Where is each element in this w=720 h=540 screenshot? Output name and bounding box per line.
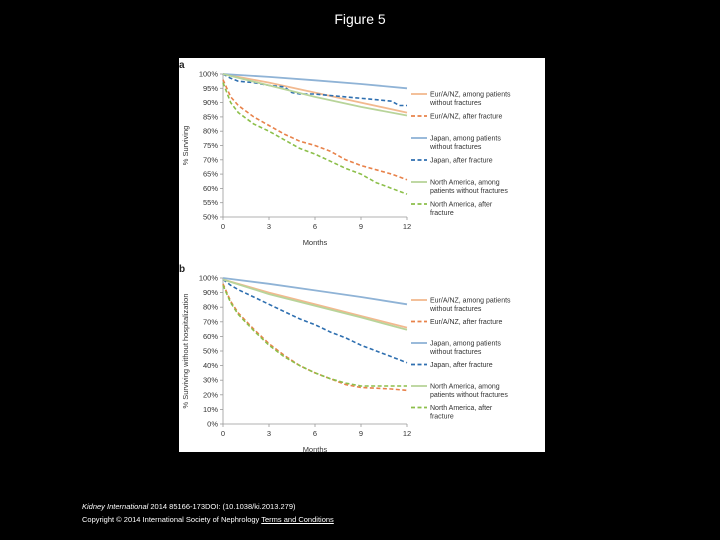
panel-label: b bbox=[179, 264, 186, 275]
y-tick-label: 90% bbox=[202, 98, 218, 108]
y-tick-label: 80% bbox=[202, 126, 218, 136]
citation-line-2 bbox=[82, 513, 334, 526]
legend-item-label: Eur/A/NZ, after fracture bbox=[430, 113, 503, 121]
series-line bbox=[223, 83, 407, 195]
y-tick-label: 65% bbox=[202, 169, 218, 179]
legend-item-label: Japan, among patients without fractures bbox=[430, 135, 501, 151]
legend-item-label: Japan, after fracture bbox=[430, 157, 493, 165]
y-tick-label: 20% bbox=[202, 390, 218, 400]
x-tick-label: 3 bbox=[266, 222, 272, 231]
series-line bbox=[223, 80, 407, 180]
citation-details: 2014 85166-173DOI: (10.1038/ki.2013.279) bbox=[148, 502, 296, 511]
legend-item-label: Japan, after fracture bbox=[430, 362, 493, 369]
legend-item-label: North America, among patients without fractures bbox=[430, 179, 508, 195]
x-axis-title: Months bbox=[302, 238, 328, 247]
citation-line-1 bbox=[82, 500, 334, 513]
y-axis-title: % Surviving without hospitalization bbox=[181, 293, 190, 409]
y-tick-label: 10% bbox=[202, 404, 218, 414]
series-line bbox=[223, 278, 407, 304]
citation-copyright: Copyright © 2014 International Society of Nephrology bbox=[82, 515, 262, 524]
y-tick-label: 60% bbox=[202, 183, 218, 193]
y-tick-label: 60% bbox=[202, 331, 218, 341]
x-tick-label: 6 bbox=[312, 222, 318, 231]
panel-label: a bbox=[179, 60, 185, 71]
figure-svg bbox=[179, 58, 545, 452]
y-tick-label: 95% bbox=[202, 83, 218, 93]
legend-item-label: Japan, among patients without fractures bbox=[430, 340, 501, 356]
legend-item-label: North America, after fracture bbox=[430, 201, 493, 217]
citation-journal: Kidney International bbox=[82, 502, 149, 511]
x-tick-label: 12 bbox=[402, 222, 412, 231]
x-tick-label: 9 bbox=[358, 222, 364, 231]
y-tick-label: 75% bbox=[202, 141, 218, 150]
y-tick-label: 50% bbox=[202, 346, 218, 356]
legend-item-label: North America, among patients without fractures bbox=[430, 383, 508, 399]
x-tick-label: 12 bbox=[402, 429, 412, 438]
y-tick-label: 100% bbox=[198, 273, 218, 283]
figure-panel bbox=[179, 58, 545, 452]
legend bbox=[411, 298, 511, 421]
chart-panel-b bbox=[179, 264, 511, 452]
terms-and-conditions-link[interactable]: Terms and Conditions bbox=[261, 515, 334, 524]
page-title: Figure 5 bbox=[334, 11, 386, 27]
y-tick-label: 70% bbox=[202, 155, 218, 165]
y-tick-label: 50% bbox=[202, 212, 218, 222]
legend-item-label: Eur/A/NZ, among patients without fractures bbox=[430, 297, 511, 313]
y-tick-label: 90% bbox=[202, 288, 218, 298]
y-tick-label: 0% bbox=[207, 419, 218, 429]
citation bbox=[82, 500, 334, 526]
y-tick-label: 55% bbox=[202, 198, 218, 208]
legend-item-label: Eur/A/NZ, after fracture bbox=[430, 319, 503, 326]
y-axis-title: % Surviving bbox=[181, 125, 190, 166]
x-tick-label: 0 bbox=[220, 429, 226, 438]
legend bbox=[411, 92, 511, 218]
chart-panel-a bbox=[179, 60, 511, 247]
x-tick-label: 3 bbox=[266, 429, 272, 438]
y-tick-label: 40% bbox=[202, 361, 218, 371]
y-tick-label: 70% bbox=[202, 317, 218, 327]
x-tick-label: 0 bbox=[220, 222, 226, 231]
y-tick-label: 85% bbox=[202, 112, 218, 122]
legend-item-label: North America, after fracture bbox=[430, 405, 493, 421]
x-tick-label: 9 bbox=[358, 429, 364, 438]
x-axis-title: Months bbox=[302, 445, 328, 452]
y-tick-label: 80% bbox=[202, 302, 218, 312]
y-tick-label: 100% bbox=[198, 69, 218, 79]
series-line bbox=[223, 280, 407, 328]
legend-item-label: Eur/A/NZ, among patients without fractures bbox=[430, 91, 511, 107]
y-tick-label: 30% bbox=[202, 375, 218, 385]
x-tick-label: 6 bbox=[312, 429, 318, 438]
